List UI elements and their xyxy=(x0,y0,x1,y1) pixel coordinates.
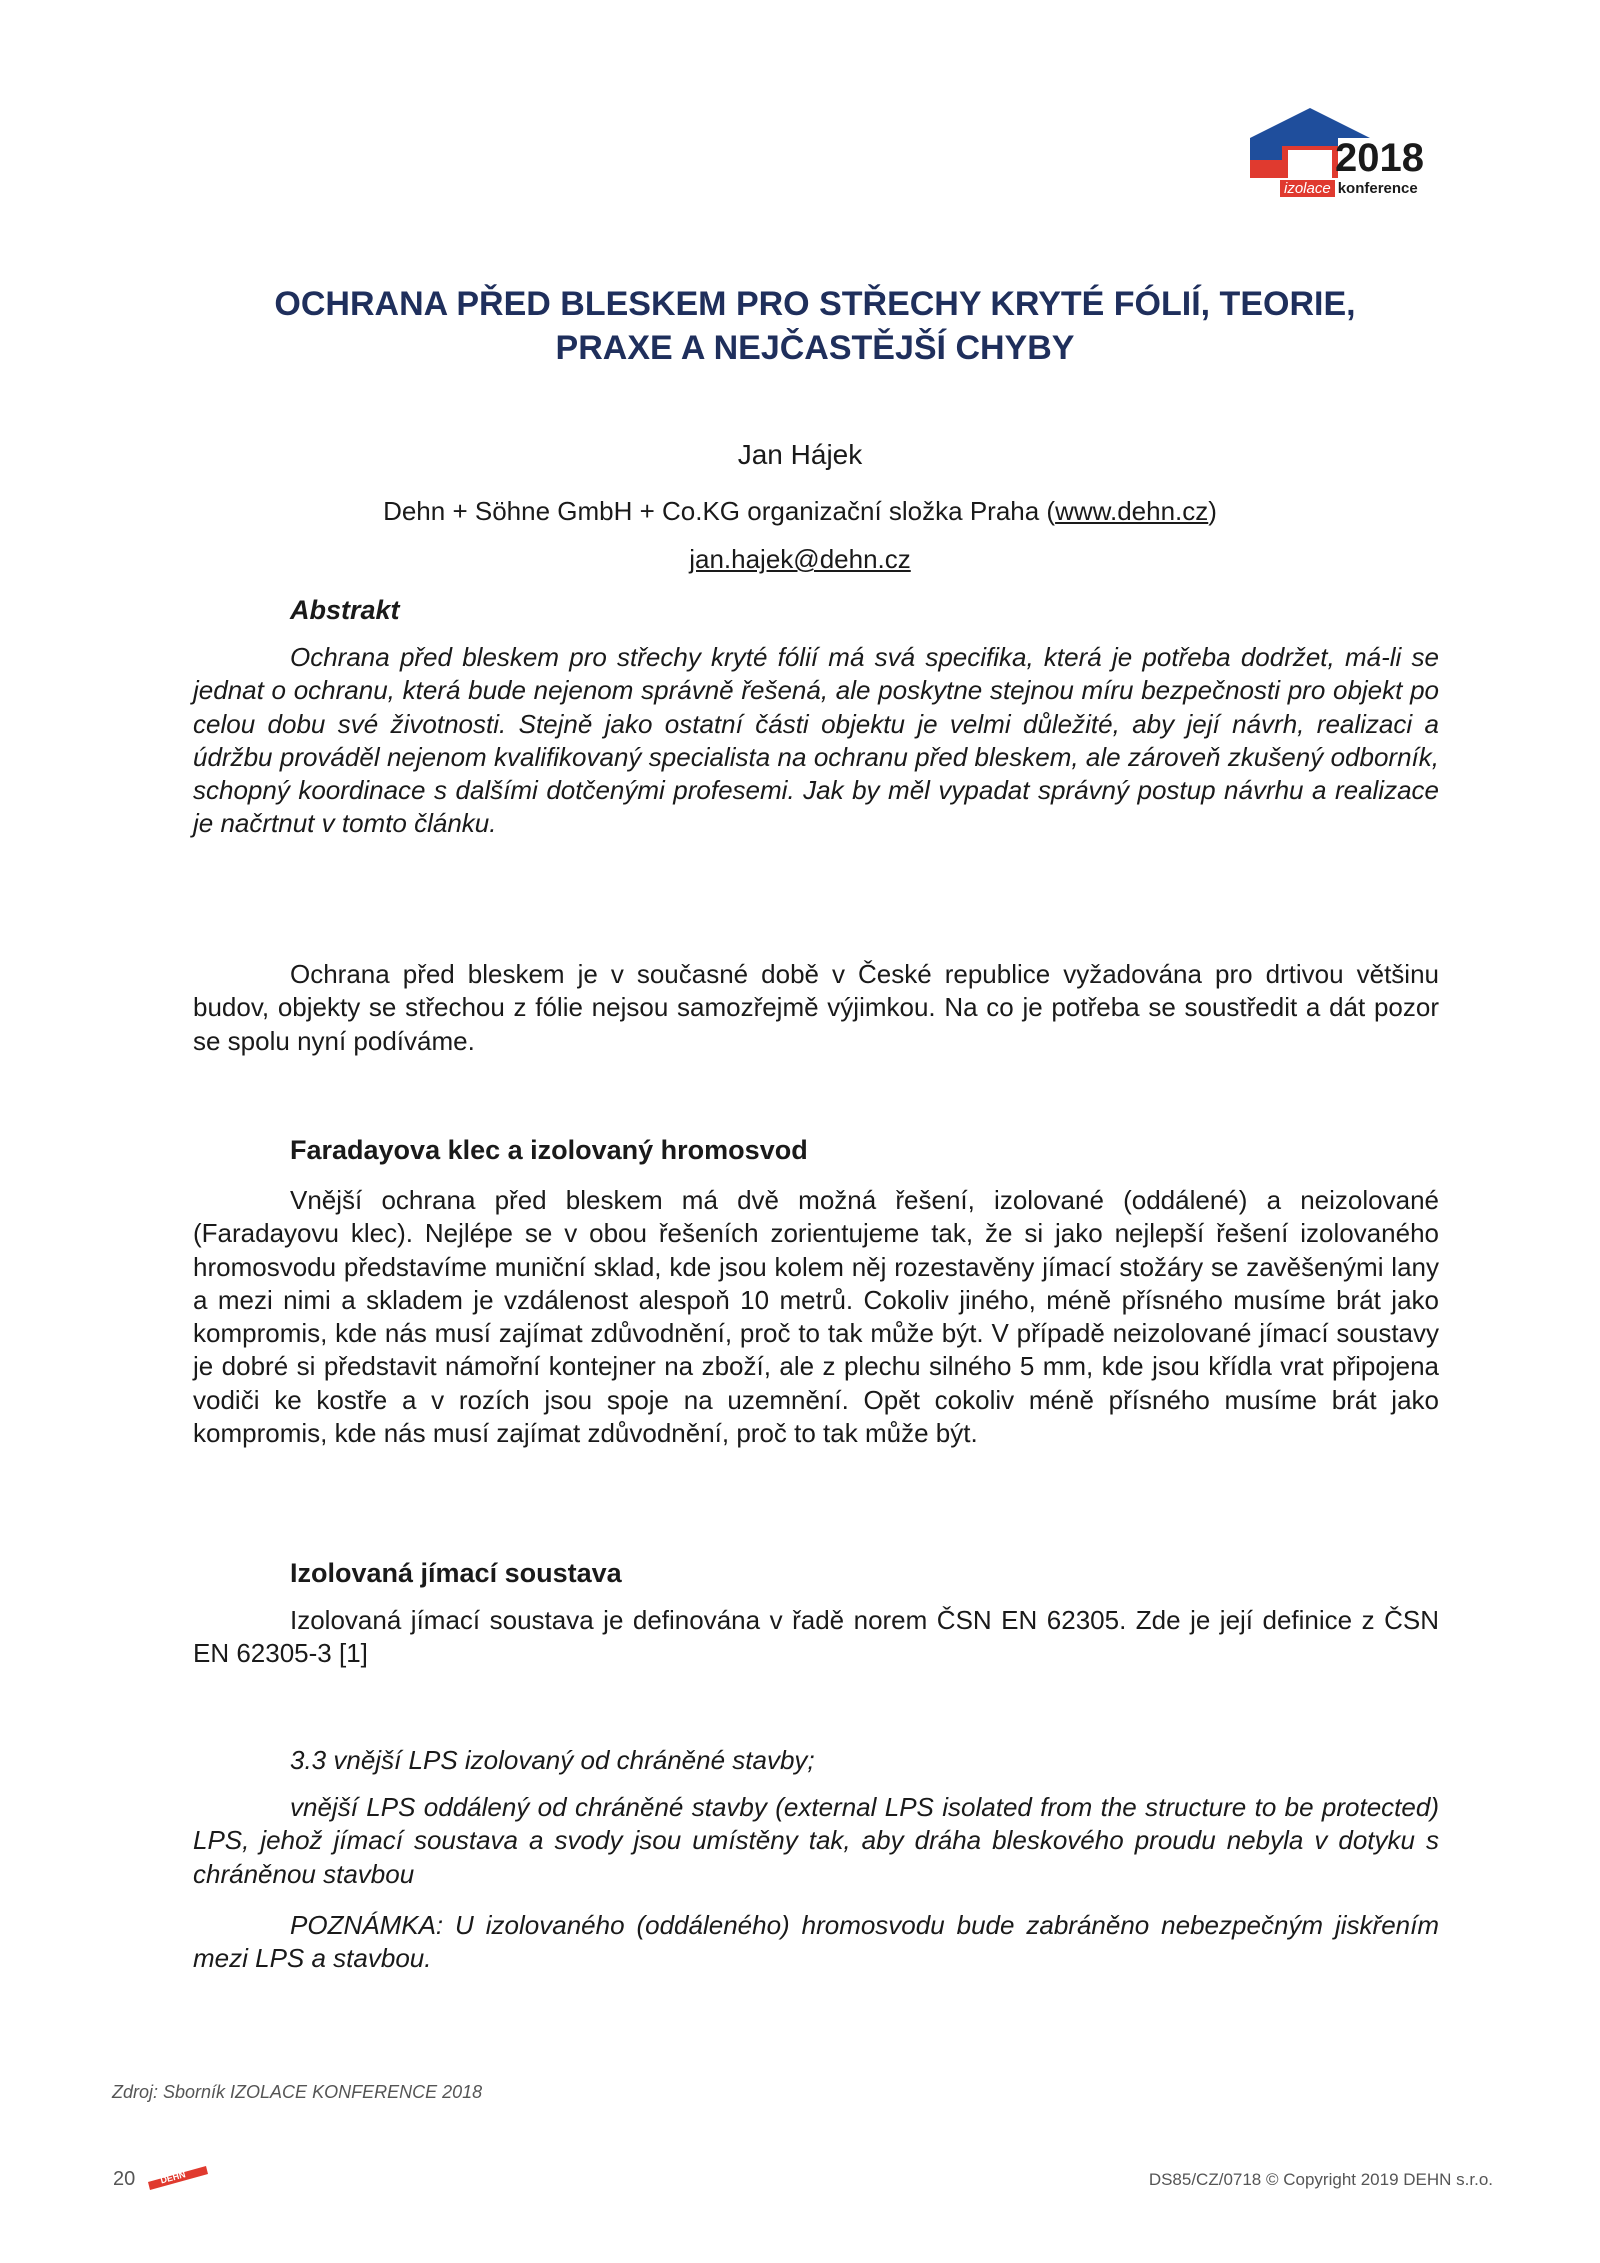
intro-paragraph: Ochrana před bleskem je v současné době v České republice vyžadována pro drtivou většinu budov, objekty se střechou z fólie nejsou samozřejmě výjimkou. Na co je potřeba se soustředit a dát pozor se spolu nyní podíváme. xyxy=(193,959,1439,1056)
paper-title xyxy=(190,282,1440,370)
copyright-notice: DS85/CZ/0718 © Copyright 2019 DEHN s.r.o. xyxy=(1148,2170,1493,2189)
logo-izolace: izolace xyxy=(1280,180,1335,197)
section-heading-faraday: Faradayova klec a izolovaný hromosvod xyxy=(290,1135,808,1165)
website-link[interactable]: www.dehn.cz xyxy=(1055,496,1209,526)
section-text-faraday: Vnější ochrana před bleskem má dvě možná řešení, izolované (oddálené) a neizolované (Faradayovu klec). Nejlépe se v obou řešeních zorientujeme tak, že si jako nejlepší řešení izolovaného hromosvodu představíme muniční sklad, kde jsou kolem něj rozestavěny jímací stožáry se zavěšenými lany a mezi nimi a skladem je vzdálenost alespoň 10 metrů. Cokoliv jiného, méně přísného musíme brát jako kompromis, kde nás musí zajímat zdůvodnění, proč to tak může být. V případě neizolované jímací soustavy je dobré si představit námořní kontejner na zboží, ale z plechu silného 5 mm, kde jsou křídla vrat připojena vodiči ke kostře a v rozích jsou spoje na uzemnění. Opět cokoliv méně přísného musíme brát jako kompromis, kde nás musí zajímat zdůvodnění, proč to tak může být. xyxy=(193,1185,1439,1449)
definition-note: POZNÁMKA: U izolovaného (oddáleného) hromosvodu bude zabráněno nebezpečným jiskřením mezi LPS a stavbou. xyxy=(193,1910,1439,1974)
dehn-logo-text: DEHN xyxy=(159,2169,187,2186)
source-note: Zdroj: Sborník IZOLACE KONFERENCE 2018 xyxy=(112,2082,483,2102)
affiliation-prefix: Dehn + Söhne GmbH + Co.KG organizační složka Praha ( xyxy=(383,496,1056,526)
logo-subtitle xyxy=(1280,180,1418,198)
section-text-isolated: Izolovaná jímací soustava je definována v řadě norem ČSN EN 62305. Zde je její definice z ČSN EN 62305-3 [1] xyxy=(193,1605,1439,1669)
email-link[interactable]: jan.hajek@dehn.cz xyxy=(689,544,911,574)
author-affiliation xyxy=(0,493,1600,529)
logo-konference: konference xyxy=(1337,180,1418,197)
author-name: Jan Hájek xyxy=(737,439,863,470)
abstract-heading: Abstrakt xyxy=(290,595,400,625)
author-email xyxy=(0,541,1600,577)
conference-logo xyxy=(1240,100,1450,200)
title-line-2: PRAXE A NEJČASTĚJŠÍ CHYBY xyxy=(555,329,1075,367)
dehn-logo-icon xyxy=(146,2160,210,2190)
title-line-1: OCHRANA PŘED BLESKEM PRO STŘECHY KRYTÉ FÓLIÍ, TEORIE, xyxy=(274,285,1356,323)
definition-title: 3.3 vnější LPS izolovaný od chráněné stavby; xyxy=(290,1745,815,1775)
logo-year: 2018 xyxy=(1335,136,1424,180)
affiliation-suffix: ) xyxy=(1208,496,1217,526)
section-heading-isolated: Izolovaná jímací soustava xyxy=(290,1558,622,1588)
definition-text: vnější LPS oddálený od chráněné stavby (external LPS isolated from the structure to be protected) LPS, jehož jímací soustava a svody jsou umístěny tak, aby dráha bleskového proudu nebyla v dotyku s chráněnou stavbou xyxy=(193,1792,1439,1889)
abstract-text: Ochrana před bleskem pro střechy kryté fólií má svá specifika, která je potřeba dodržet, má-li se jednat o ochranu, která bude nejenom správně řešená, ale poskytne stejnou míru bezpečnosti pro objekt po celou dobu své životnosti. Stejně jako ostatní části objektu je velmi důležité, aby její návrh, realizaci a údržbu prováděl nejenom kvalifikovaný specialista na ochranu před bleskem, ale zároveň zkušený odborník, schopný koordinace s dalšími dotčenými profesemi. Jak by měl vypadat správný postup návrhu a realizace je načrtnut v tomto článku. xyxy=(193,642,1439,839)
page-number: 20 xyxy=(113,2168,136,2190)
